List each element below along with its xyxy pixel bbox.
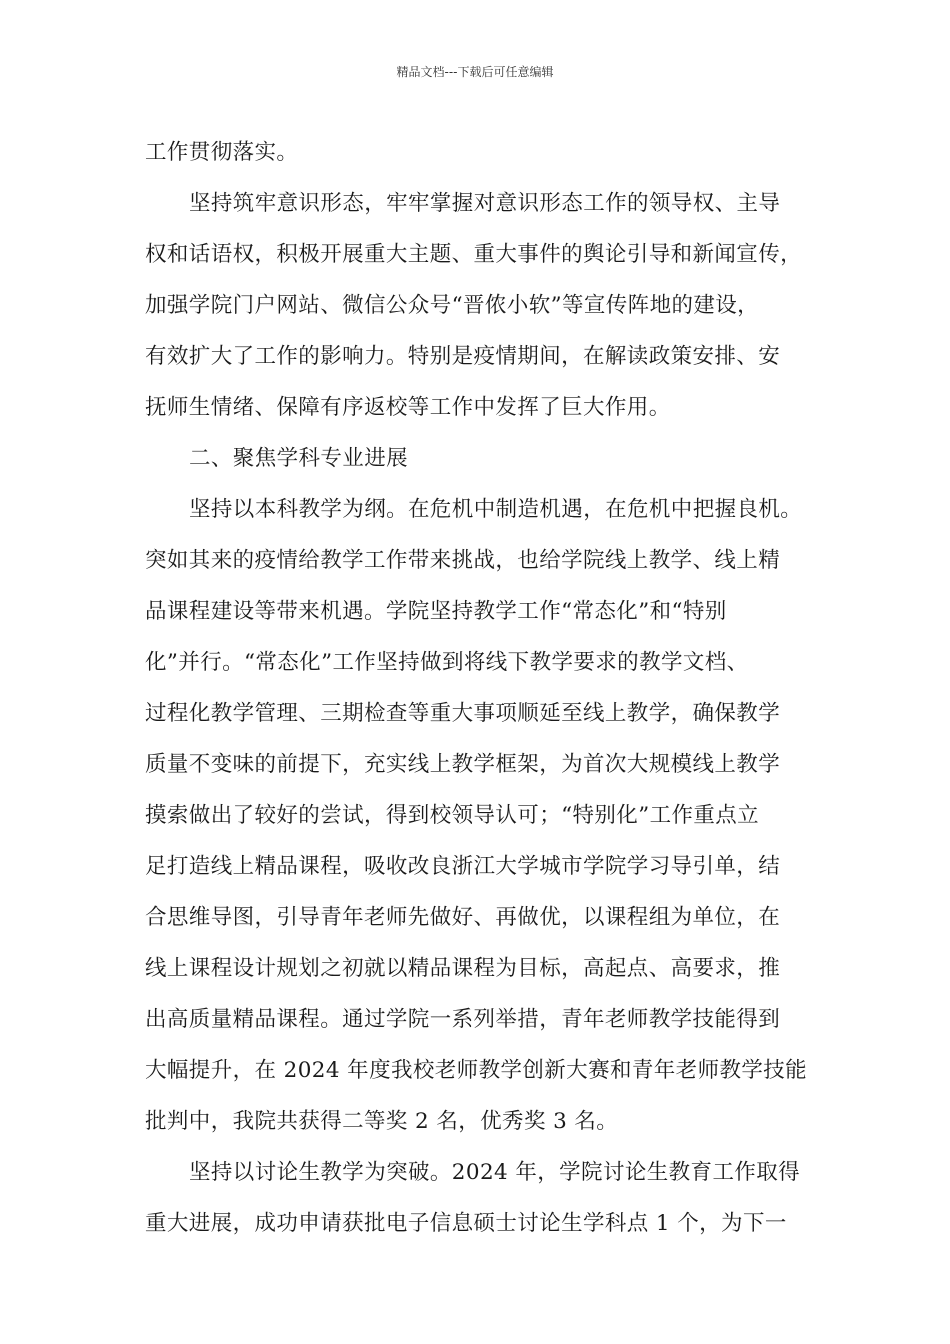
text-line: 抚师生情绪、保障有序返校等工作中发挥了巨大作用。: [145, 395, 671, 420]
text-line: 坚持筑牢意识形态，牢牢掌握对意识形态工作的领导权、主导: [189, 191, 781, 216]
text-line: 重大进展，成功申请获批电子信息硕士讨论生学科点 1 个，为下一: [145, 1211, 787, 1236]
text-line: 合思维导图，引导青年老师先做好、再做优，以课程组为单位，在: [145, 905, 781, 930]
text-line: 线上课程设计规划之初就以精品课程为目标，高起点、高要求，推: [145, 956, 781, 981]
text-line: 大幅提升，在 2024 年度我校老师教学创新大赛和青年老师教学技能: [145, 1058, 808, 1083]
text-line: 批判中，我院共获得二等奖 2 名，优秀奖 3 名。: [145, 1109, 619, 1134]
text-line: 坚持以讨论生教学为突破。2024 年，学院讨论生教育工作取得: [189, 1160, 801, 1185]
text-line: 坚持以本科教学为纲。在危机中制造机遇，在危机中把握良机。: [189, 497, 803, 522]
text-line: 出高质量精品课程。通过学院一系列举措，青年老师教学技能得到: [145, 1007, 781, 1032]
text-line: 足打造线上精品课程，吸收改良浙江大学城市学院学习导引单，结: [145, 854, 781, 879]
text-line: 权和话语权，积极开展重大主题、重大事件的舆论引导和新闻宣传，: [145, 242, 803, 267]
document-body: [145, 127, 825, 1249]
page-header: 精品文档---下载后可任意编辑: [396, 65, 554, 79]
text-line: 摸索做出了较好的尝试，得到校领导认可；“特别化”工作重点立: [145, 803, 760, 828]
text-line: 品课程建设等带来机遇。学院坚持教学工作“常态化”和“特别: [145, 599, 727, 624]
text-line: 质量不变味的前提下，充实线上教学框架，为首次大规模线上教学: [145, 752, 781, 777]
text-line: 过程化教学管理、三期检查等重大事项顺延至线上教学，确保教学: [145, 701, 781, 726]
text-line: 化”并行。“常态化”工作坚持做到将线下教学要求的教学文档、: [145, 650, 749, 675]
section-heading: 二、聚焦学科专业进展: [189, 446, 409, 471]
text-line: 有效扩大了工作的影响力。特别是疫情期间，在解读政策安排、安: [145, 344, 781, 369]
text-line: 加强学院门户网站、微信公众号“晋侬小软”等宣传阵地的建设，: [145, 293, 760, 318]
text-line: 突如其来的疫情给教学工作带来挑战，也给学院线上教学、线上精: [145, 548, 781, 573]
text-line: 工作贯彻落实。: [145, 140, 299, 165]
